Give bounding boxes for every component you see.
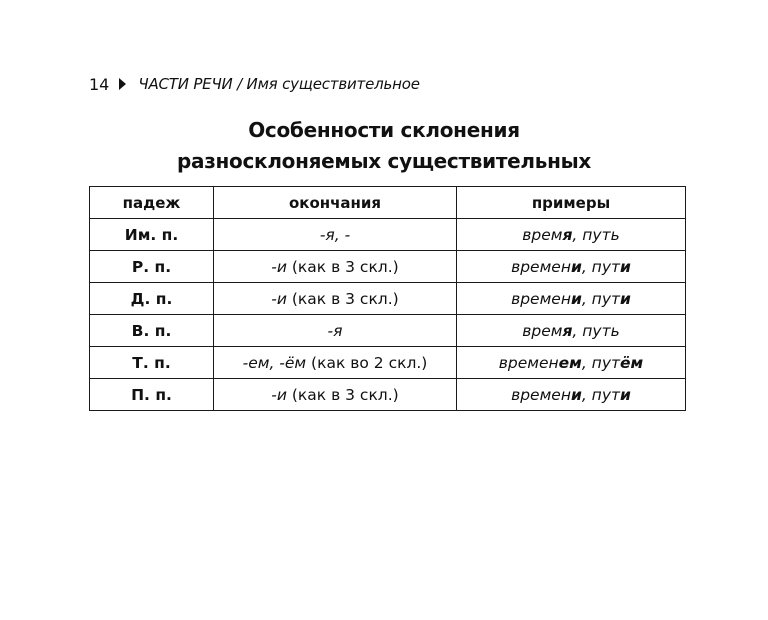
table-row bbox=[90, 219, 686, 251]
table-row bbox=[90, 347, 686, 379]
case-cell: Д. п. bbox=[90, 283, 214, 315]
example-ending: и bbox=[620, 289, 631, 308]
example-ending: и bbox=[620, 385, 631, 404]
ending-text: (как в 3 скл.) bbox=[286, 257, 399, 276]
table-row bbox=[90, 251, 686, 283]
case-cell: П. п. bbox=[90, 379, 214, 411]
ending-text: -я, - bbox=[319, 225, 351, 244]
example-ending: ем bbox=[558, 353, 582, 372]
example-text: врем bbox=[522, 225, 563, 244]
ending-text: -я bbox=[327, 321, 343, 340]
column-header-case: падеж bbox=[90, 187, 214, 219]
example-ending: и bbox=[620, 257, 631, 276]
example-text: времен bbox=[511, 385, 571, 404]
example-cell bbox=[457, 315, 686, 347]
example-text: , пут bbox=[581, 289, 621, 308]
example-ending: я bbox=[562, 225, 573, 244]
title-line-2: разносклоняемых существительных bbox=[177, 149, 591, 173]
table-body bbox=[90, 219, 686, 411]
example-ending: я bbox=[562, 321, 573, 340]
example-text: , пут bbox=[581, 353, 621, 372]
example-cell bbox=[457, 219, 686, 251]
example-cell bbox=[457, 379, 686, 411]
example-cell bbox=[457, 347, 686, 379]
running-head bbox=[89, 73, 420, 95]
section-title: ЧАСТИ РЕЧИ / Имя существительное bbox=[138, 75, 420, 93]
example-ending: и bbox=[570, 385, 582, 404]
ending-cell bbox=[214, 283, 457, 315]
ending-cell bbox=[214, 251, 457, 283]
page-title bbox=[0, 115, 768, 177]
example-text: , пут bbox=[581, 385, 621, 404]
case-cell: Р. п. bbox=[90, 251, 214, 283]
example-text: времен bbox=[498, 353, 559, 372]
triangle-right-icon bbox=[119, 78, 126, 90]
case-cell: Т. п. bbox=[90, 347, 214, 379]
example-cell bbox=[457, 283, 686, 315]
case-cell: Им. п. bbox=[90, 219, 214, 251]
example-text: , пут bbox=[581, 257, 621, 276]
declension-table bbox=[89, 186, 686, 411]
example-text: врем bbox=[522, 321, 563, 340]
ending-text: -ем, -ём bbox=[242, 353, 307, 372]
table-row bbox=[90, 379, 686, 411]
page-number: 14 bbox=[89, 74, 110, 94]
example-text: времен bbox=[511, 257, 571, 276]
example-cell bbox=[457, 251, 686, 283]
ending-text: (как в 3 скл.) bbox=[286, 385, 399, 404]
ending-text: (как во 2 скл.) bbox=[306, 353, 428, 372]
column-header-endings: окончания bbox=[214, 187, 457, 219]
example-text: , путь bbox=[572, 225, 620, 244]
example-text: , путь bbox=[572, 321, 620, 340]
ending-text: -и bbox=[271, 289, 287, 308]
ending-cell bbox=[214, 379, 457, 411]
column-header-examples: примеры bbox=[457, 187, 686, 219]
ending-text: -и bbox=[271, 257, 287, 276]
title-line-1: Особенности склонения bbox=[248, 118, 520, 142]
case-cell: В. п. bbox=[90, 315, 214, 347]
ending-cell bbox=[214, 315, 457, 347]
ending-text: -и bbox=[271, 385, 287, 404]
example-ending: и bbox=[570, 257, 582, 276]
example-ending: и bbox=[570, 289, 582, 308]
table-row bbox=[90, 283, 686, 315]
ending-cell bbox=[214, 219, 457, 251]
example-ending: ём bbox=[620, 353, 644, 372]
ending-text: (как в 3 скл.) bbox=[286, 289, 399, 308]
table-row bbox=[90, 315, 686, 347]
example-text: времен bbox=[511, 289, 571, 308]
ending-cell bbox=[214, 347, 457, 379]
table-header-row bbox=[90, 187, 686, 219]
